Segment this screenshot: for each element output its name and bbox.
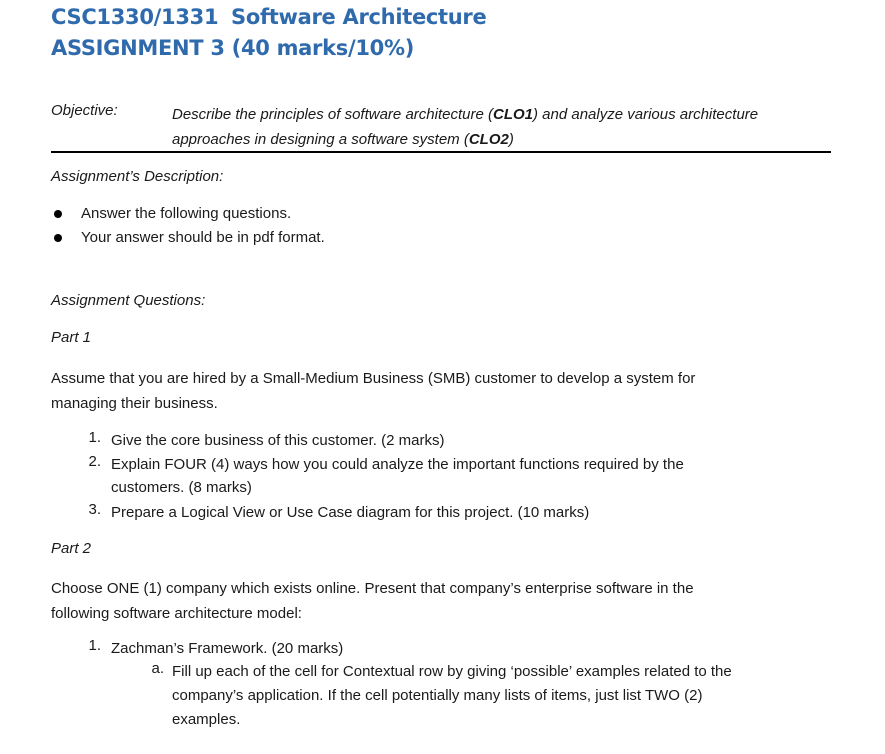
part2-paragraph-line-2: following software architecture model: [51, 605, 302, 622]
list-item-3-line-1: Prepare a Logical View or Use Case diagram for this project. (10 marks) [111, 504, 590, 521]
objective-line-1 [172, 102, 758, 127]
description-label: Assignment’s Description: [51, 168, 224, 185]
sub-item-a [172, 660, 732, 732]
clo1-code: CLO1 [492, 106, 533, 123]
bullet-dot-icon [54, 210, 62, 218]
part1-label: Part 1 [51, 329, 92, 346]
list-item-2-line-1: Explain FOUR (4) ways how you could analyze the important functions required by the [111, 456, 684, 473]
course-name: Software Architecture [231, 5, 487, 29]
objective-line-2-suffix: ) [508, 131, 514, 148]
part2-paragraph [51, 576, 694, 626]
section-divider [51, 151, 831, 153]
list-number: 1. [88, 429, 101, 446]
zachman-item: Zachman’s Framework. (20 marks) [111, 640, 344, 657]
objective-line-2-prefix: approaches in designing a software system ( [172, 131, 469, 148]
clo2-code: CLO2 [468, 131, 509, 148]
list-item-2-line-2: customers. (8 marks) [111, 479, 252, 496]
assignment-title: ASSIGNMENT 3 (40 marks/10%) [51, 36, 414, 60]
list-item-1-line-1: Give the core business of this customer. (2 marks) [111, 432, 445, 449]
part1-paragraph-line-1: Assume that you are hired by a Small-Medium Business (SMB) customer to develop a system for [51, 370, 696, 387]
objective-label: Objective: [51, 102, 118, 119]
part1-paragraph-line-2: managing their business. [51, 395, 218, 412]
objective-line-1-suffix: ) and analyze various architecture [533, 106, 759, 123]
list-item-3 [111, 501, 589, 524]
list-number: 2. [88, 453, 101, 470]
sub-item-a-line-2: company’s application. If the cell potentially many lists of items, just list TWO (2) [172, 687, 703, 704]
objective-line-2 [172, 127, 758, 152]
course-code: CSC1330/1331 [51, 5, 219, 29]
questions-label: Assignment Questions: [51, 292, 206, 309]
sub-item-a-line-1: Fill up each of the cell for Contextual row by giving ‘possible’ examples related to the [172, 663, 732, 680]
sub-item-a-line-3: examples. [172, 711, 241, 728]
part2-paragraph-line-1: Choose ONE (1) company which exists online. Present that company’s enterprise software in the [51, 580, 694, 597]
bullet-item-2: Your answer should be in pdf format. [81, 229, 325, 246]
list-item-1 [111, 429, 444, 452]
bullet-dot-icon [54, 234, 62, 242]
objective-line-1-prefix: Describe the principles of software architecture ( [172, 106, 493, 123]
sub-item-letter: a. [151, 660, 164, 677]
list-number: 3. [88, 501, 101, 518]
objective-text [172, 102, 758, 152]
list-number: 1. [88, 637, 101, 654]
list-item-2 [111, 453, 684, 499]
part1-paragraph [51, 366, 695, 416]
bullet-item-1: Answer the following questions. [81, 205, 292, 222]
header-course-line [51, 5, 486, 29]
part2-label: Part 2 [51, 540, 92, 557]
